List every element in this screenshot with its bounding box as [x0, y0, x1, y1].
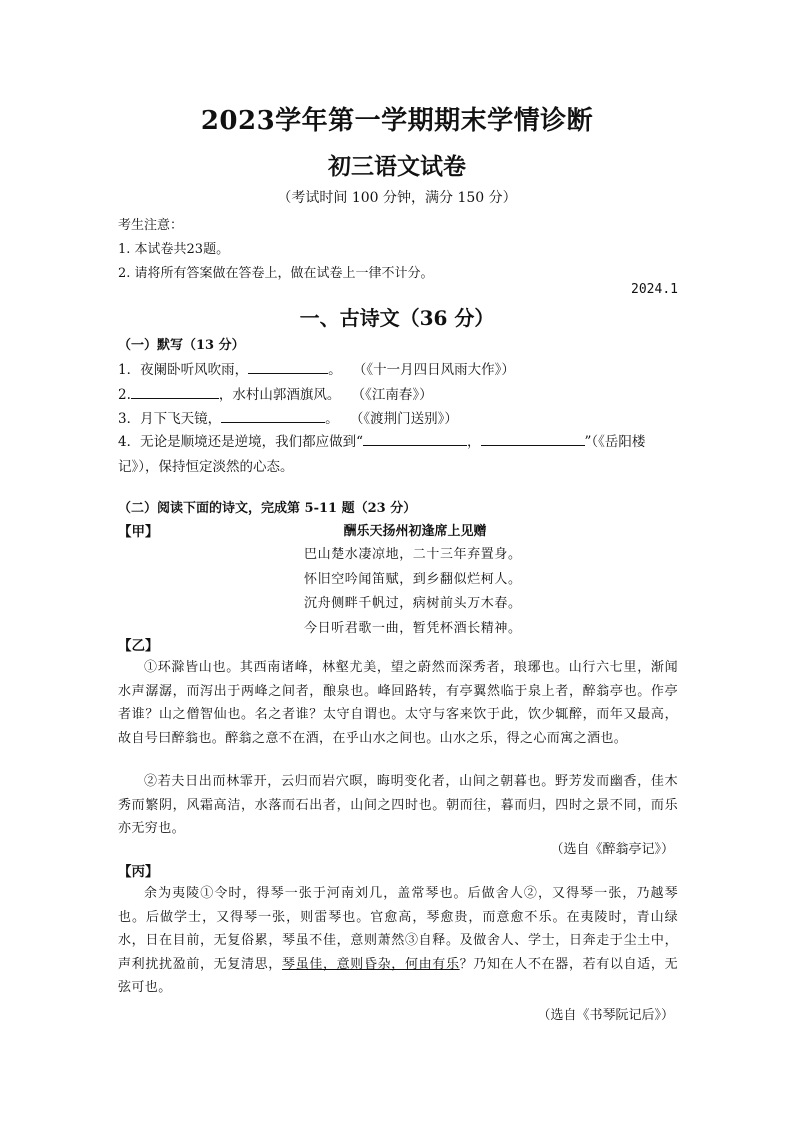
poem-title: 酬乐天扬州初逢席上见赠 — [343, 524, 487, 539]
paragraph-text: ？乃知在人不在器，若有以自适，无弦可也。 — [118, 956, 678, 995]
question-text: 夜阑卧听风吹雨， — [140, 362, 249, 378]
poem-line: 沉舟侧畔千帆过，病树前头万木春。 — [304, 596, 522, 611]
question-source: （《十一月四日风雨大作》） — [359, 362, 515, 378]
answer-blank — [221, 408, 325, 423]
question-number: 3． — [118, 411, 141, 427]
part-title: （二）阅读下面的诗文，完成第 5-11 题（23 分） — [118, 501, 417, 516]
notes-item: 1. 本试卷共23题。 — [118, 242, 230, 257]
paragraph-text: 余为夷陵①令时，得琴一张于河南刘几，盖常琴也。后做舍人②，又得琴一张，乃越琴也。后做学士，又得琴一张，则雷琴也。官愈高，琴愈贵，而意愈不乐。在夷陵时，青山绿水，日在目前，无复俗累，琴虽不佳，意则萧然③自释。及做舍人、学士，日奔走于尘土中，声利扰扰盈前，无复清思， — [118, 886, 678, 972]
question-3 — [118, 407, 458, 427]
passage-label-yi: 【乙】 — [118, 638, 159, 654]
exam-info: （考试时间 100 分钟，满分 150 分） — [277, 190, 517, 206]
passage-label-bing: 【丙】 — [118, 864, 159, 880]
question-1 — [118, 358, 515, 378]
question-text: 无论是顺境还是逆境，我们都应做到“ — [140, 434, 363, 450]
question-text: ，水村山郭酒旗风。 — [218, 387, 341, 403]
passage-source: （选自《醉翁亭记》） — [550, 842, 674, 857]
question-number: 1． — [118, 362, 141, 378]
passage-paragraph — [118, 882, 678, 1000]
underlined-sentence: 琴虽佳，意则昏杂，何由有乐 — [281, 956, 460, 972]
answer-blank — [363, 431, 467, 446]
poem-body — [304, 543, 522, 641]
page-subtitle: 初三语文试卷 — [328, 153, 466, 180]
exam-date: 2024.1 — [631, 282, 678, 297]
passage-label-jia: 【甲】 — [118, 524, 159, 540]
poem-line: 今日听君歌一曲，暂凭杯酒长精神。 — [304, 620, 522, 636]
candidate-notes — [118, 214, 434, 286]
passage-paragraph: ②若夫日出而林霏开，云归而岩穴暝，晦明变化者，山间之朝暮也。野芳发而幽香，佳木秀而繁阴，风霜高洁，水落而石出者，山间之四时也。朝而往，暮而归，四时之景不同，而乐亦无穷也。 — [118, 774, 678, 836]
question-2 — [118, 383, 433, 403]
question-number: 4． — [118, 434, 141, 450]
question-end: 。 — [328, 362, 342, 378]
section-title: 一、古诗文（36 分） — [299, 306, 495, 330]
question-source: （《江南春》） — [358, 387, 433, 403]
notes-heading: 考生注意： — [118, 218, 184, 233]
poem-line: 巴山楚水凄凉地，二十三年弃置身。 — [304, 547, 522, 562]
answer-blank — [481, 431, 585, 446]
question-text: 月下飞天镜， — [140, 411, 222, 427]
answer-blank — [248, 359, 328, 374]
page-title: 2023学年第一学期期末学情诊断 — [200, 106, 594, 136]
question-end: 。 — [325, 411, 339, 427]
notes-item: 2. 请将所有答案做在答卷上，做在试卷上一律不计分。 — [118, 266, 434, 281]
poem-line: 怀旧空吟闻笛赋，到乡翻似烂柯人。 — [304, 571, 522, 587]
question-4 — [118, 430, 678, 480]
passage-source: （选自《书琴阮记后》） — [537, 1008, 674, 1023]
question-number: 2. — [118, 387, 131, 403]
question-text: ”（《岳阳楼记》），保持恒定淡然的心态。 — [118, 434, 646, 475]
passage-paragraph: ①环滁皆山也。其西南诸峰，林壑尤美，望之蔚然而深秀者，琅琊也。山行六七里，渐闻水声潺潺，而泻出于两峰之间者，酿泉也。峰回路转，有亭翼然临于泉上者，醉翁亭也。作亭者谁？山之僧智仙也。名之者谁？太守自谓也。太守与客来饮于此，饮少辄醉，而年又最高，故自号曰醉翁也。醉翁之意不在酒，在乎山水之间也。山水之乐，得之心而寓之酒也。 — [118, 660, 678, 746]
question-source: （《渡荆门送别》） — [356, 411, 458, 427]
part-title: （一）默写（13 分） — [118, 338, 245, 353]
question-text: ， — [467, 434, 481, 450]
answer-blank — [131, 384, 219, 399]
